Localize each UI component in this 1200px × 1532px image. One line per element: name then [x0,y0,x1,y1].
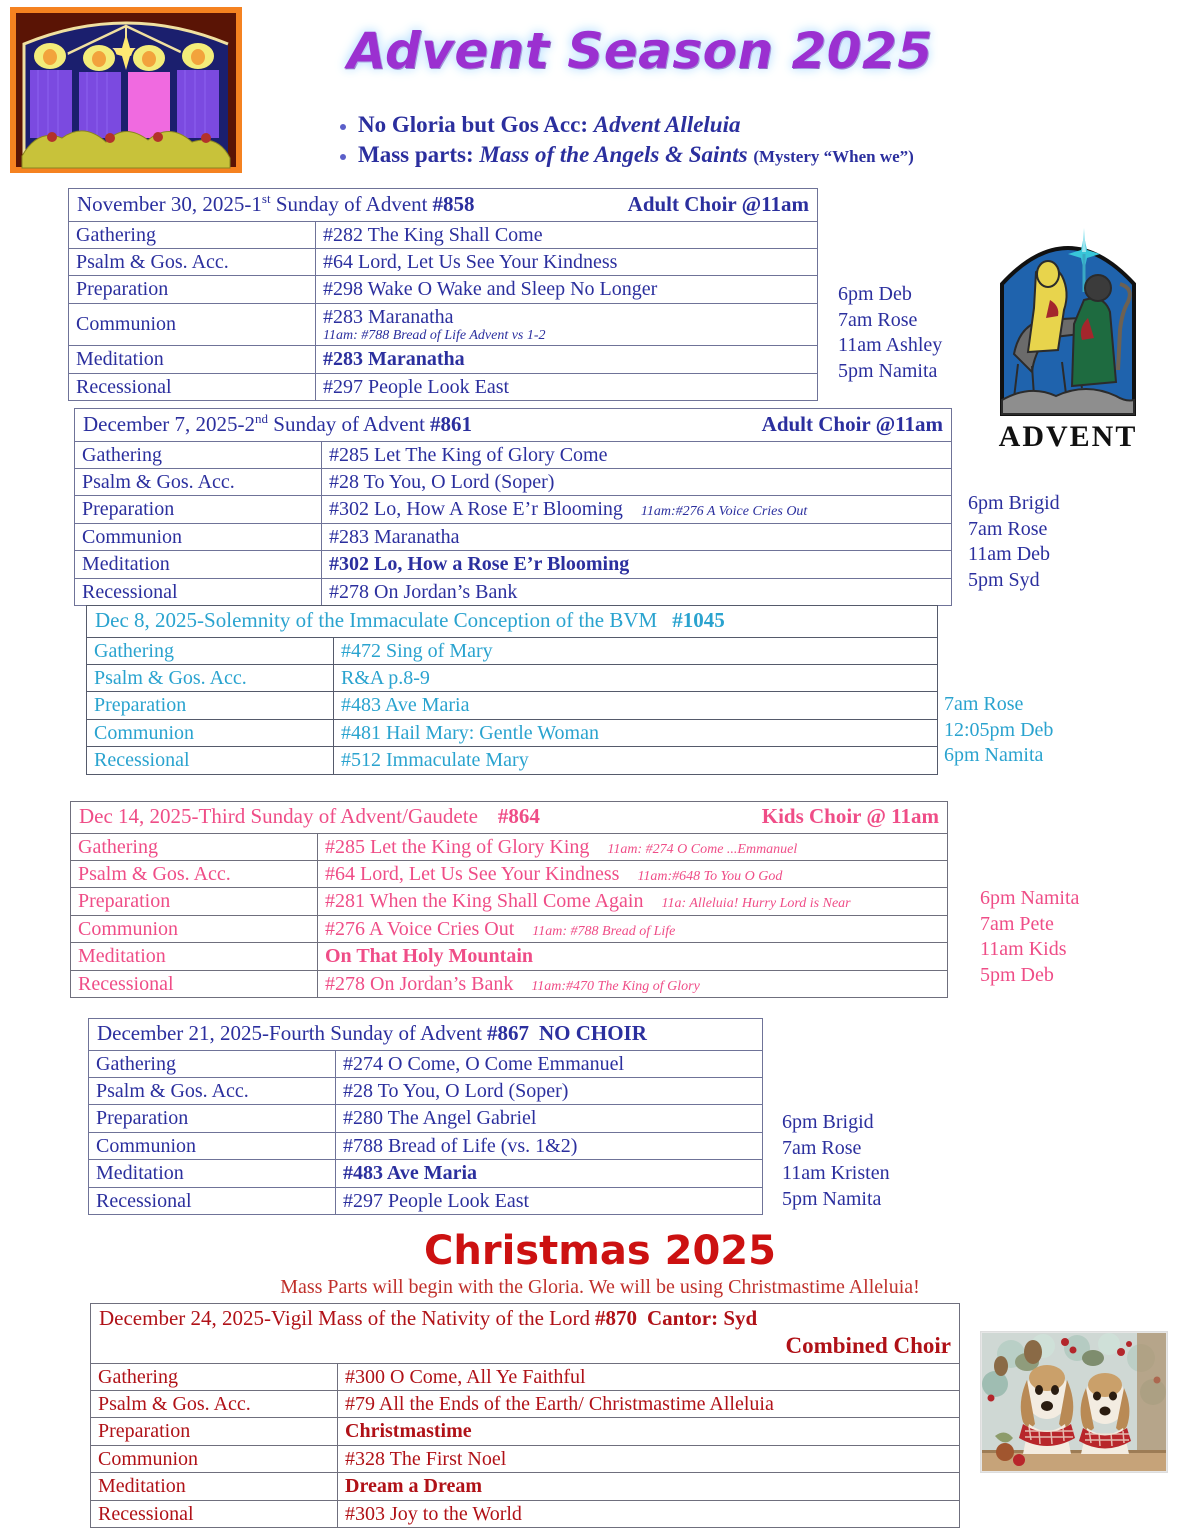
table-header-row [91,1304,960,1364]
row-label: Communion [69,303,316,345]
row-label: Meditation [71,943,318,970]
advent-clipart-image [988,214,1148,454]
row-value: #328 The First Noel [338,1445,960,1472]
table-header-row [89,1019,763,1051]
christmas-dogs-photo [980,1331,1168,1473]
service-table-dec21 [88,1018,763,1215]
cantor-list-dec14 [980,886,1079,988]
cantor-entry: 6pm Brigid [782,1111,874,1133]
table-header-row [69,189,818,222]
row-label: Meditation [75,551,322,578]
table-row [89,1050,763,1077]
row-label: Communion [91,1445,338,1472]
bullet-gloria-lead: No Gloria but Gos Acc: [358,112,594,137]
service-table-nov30 [68,188,818,401]
service-table-dec14 [70,801,948,998]
row-label: Meditation [91,1473,338,1500]
table-header-row [87,606,938,638]
row-value: #297 People Look East [336,1187,763,1214]
service-choir: NO CHOIR [538,1021,647,1045]
row-label: Preparation [71,888,318,915]
row-note: 11am:#648 To You O God [637,869,783,884]
bullet-massparts-mystery: (Mystery “When we”) [753,147,914,167]
row-value: #298 Wake O Wake and Sleep No Longer [316,276,818,303]
row-label: Recessional [91,1500,338,1527]
cantor-entry: 5pm Syd [968,568,1040,591]
cantor-entry: 6pm Brigid [968,492,1060,514]
row-value: #28 To You, O Lord (Soper) [322,469,952,496]
table-row [69,276,818,303]
row-value: Dream a Dream [338,1473,960,1500]
cantor-entry: 6pm Namita [944,744,1044,767]
bullet-massparts [358,140,1180,170]
bullet-massparts-lead: Mass parts: [358,142,480,168]
table-row [91,1445,960,1472]
row-label: Gathering [71,833,318,860]
table-row [87,665,938,692]
cantor-list-nov30 [838,282,942,384]
service-date: Dec 8, 2025-Solemnity of the Immaculate Conception of the BVM [95,608,658,632]
row-value: #302 Lo, How A Rose E’r Blooming [329,498,623,521]
row-label: Psalm & Gos. Acc. [71,861,318,888]
table-row [69,373,818,400]
row-label: Recessional [87,747,334,774]
table-header-row [71,802,948,834]
row-label: Communion [89,1132,336,1159]
row-value: #302 Lo, How a Rose E’r Blooming [322,551,952,578]
cantor-list-dec7 [968,491,1060,593]
row-value: #283 Maranatha [322,523,952,550]
row-note: 11am:#470 The King of Glory [531,978,700,994]
row-label: Meditation [69,346,316,373]
cantor-entry: 7am Rose [838,308,918,331]
table-row [69,346,818,373]
cantor-list-dec21 [782,1110,890,1212]
bullet-gloria [358,110,1180,140]
table-row [71,833,948,860]
service-number: #861 [429,412,472,436]
table-row [87,719,938,746]
row-value: #285 Let The King of Glory Come [322,441,952,468]
row-value: #64 Lord, Let Us See Your Kindness [316,249,818,276]
row-value-group [318,888,948,915]
row-value: #28 To You, O Lord (Soper) [336,1078,763,1105]
row-note: 11am: #274 O Come ...Emmanuel [607,841,798,857]
row-label: Preparation [75,496,322,523]
row-label: Recessional [71,970,318,997]
cantor-entry: 7am Rose [944,693,1024,715]
row-label: Preparation [91,1418,338,1445]
row-value: #483 Ave Maria [334,692,938,719]
row-label: Recessional [69,373,316,400]
table-row [89,1078,763,1105]
row-value: #281 When the King Shall Come Again [325,890,644,913]
row-label: Psalm & Gos. Acc. [91,1391,338,1418]
table-row [69,303,818,345]
row-value: #300 O Come, All Ye Faithful [338,1363,960,1390]
service-number: #867 [486,1021,529,1045]
christmas-title: Christmas 2025 [424,1228,776,1274]
cantor-entry: 11am Ashley [838,334,943,357]
row-note: 11a: Alleluia! Hurry Lord is Near [661,896,851,912]
row-value: #276 A Voice Cries Out [325,917,515,940]
cantor-entry: 5pm Namita [838,359,938,382]
service-choir: Kids Choir @ 11am [761,804,939,828]
row-value: #282 The King Shall Come [316,221,818,248]
row-value-group [322,496,952,523]
table-row [87,637,938,664]
row-label: Recessional [89,1187,336,1214]
row-value-group [318,970,948,997]
row-note: 11am: #788 Bread of Life [532,923,676,939]
service-table-dec7 [74,408,952,606]
cantor-entry: 6pm Namita [980,887,1080,909]
row-label: Psalm & Gos. Acc. [75,469,322,496]
table-row [91,1418,960,1445]
table-row [91,1391,960,1418]
service-choir: Adult Choir @11am [761,412,943,436]
service-choir: Combined Choir [785,1332,951,1358]
table-header-row [75,409,952,442]
table-row [71,888,948,915]
table-row [71,915,948,942]
row-value: #512 Immaculate Mary [334,747,938,774]
row-label: Gathering [69,221,316,248]
row-label: Recessional [75,578,322,605]
row-value: #285 Let the King of Glory King [325,835,590,858]
table-row [75,523,952,550]
row-label: Meditation [89,1160,336,1187]
row-value: #788 Bread of Life (vs. 1&2) [336,1132,763,1159]
row-value: R&A p.8-9 [334,665,938,692]
row-value: #303 Joy to the World [338,1500,960,1527]
table-row [89,1105,763,1132]
bullet-gloria-italic: Advent Alleluia [593,112,741,137]
service-date: December 21, 2025-Fourth Sunday of Advent [97,1021,482,1045]
table-row [69,249,818,276]
row-label: Psalm & Gos. Acc. [87,665,334,692]
cantor-entry: 11am Kristen [782,1162,890,1185]
row-note: 11am:#276 A Voice Cries Out [640,504,808,520]
row-label: Preparation [87,692,334,719]
service-table-dec8 [86,605,938,775]
row-label: Gathering [89,1050,336,1077]
cantor-list-dec8 [944,692,1053,769]
row-label: Communion [75,523,322,550]
table-row [91,1500,960,1527]
cantor-entry: 12:05pm Deb [944,718,1054,741]
service-date: December 24, 2025-Vigil Mass of the Nativity of the Lord [99,1306,590,1330]
row-label: Gathering [91,1363,338,1390]
service-number: #870 [594,1306,637,1330]
bullet-massparts-italic: Mass of the Angels & Saints [479,142,748,168]
table-row [87,747,938,774]
service-number: #858 [432,192,475,216]
row-value: #79 All the Ends of the Earth/ Christmastime Alleluia [338,1391,960,1418]
row-value: #483 Ave Maria [336,1160,763,1187]
advent-wreath-image [6,4,246,176]
table-row [91,1473,960,1500]
service-date: November 30, 2025-1st Sunday of Advent [77,191,428,216]
row-value: Christmastime [338,1418,960,1445]
row-value: #481 Hail Mary: Gentle Woman [334,719,938,746]
service-date: December 7, 2025-2nd Sunday of Advent [83,411,425,436]
table-row [69,221,818,248]
table-row [71,861,948,888]
cantor-entry: 5pm Deb [980,963,1054,986]
row-value: #472 Sing of Mary [334,637,938,664]
row-value-group [318,915,948,942]
service-number: #1045 [672,608,725,632]
service-cantor: Cantor: Syd [646,1306,758,1330]
row-label: Preparation [69,276,316,303]
table-row [71,970,948,997]
advent-caption: ADVENT [998,420,1138,453]
row-value: #278 On Jordan’s Bank [322,578,952,605]
page-title [330,22,950,80]
row-label: Communion [71,915,318,942]
row-label: Communion [87,719,334,746]
cantor-entry: 7am Pete [980,912,1054,935]
row-value: On That Holy Mountain [318,943,948,970]
table-row [87,692,938,719]
service-choir: Adult Choir @11am [627,192,809,216]
table-row [91,1363,960,1390]
row-label: Preparation [89,1105,336,1132]
row-subnote: 11am: #788 Bread of Life Advent vs 1-2 [323,328,546,344]
table-row [75,469,952,496]
table-row [89,1160,763,1187]
table-row [75,551,952,578]
cantor-entry: 5pm Namita [782,1187,882,1210]
service-table-dec24 [90,1303,960,1528]
cantor-entry: 6pm Deb [838,283,912,305]
table-row [75,578,952,605]
row-value: #274 O Come, O Come Emmanuel [336,1050,763,1077]
cantor-entry: 11am Deb [968,543,1051,566]
row-label: Gathering [75,441,322,468]
row-value-group [318,861,948,888]
row-value: #280 The Angel Gabriel [336,1105,763,1132]
header-bullets [330,110,1180,171]
table-row [75,441,952,468]
christmas-subtitle: Mass Parts will begin with the Gloria. We will be using Christmastime Alleluia! [280,1276,920,1298]
cantor-entry: 7am Rose [782,1136,862,1159]
service-date: Dec 14, 2025-Third Sunday of Advent/Gaudete [79,804,478,828]
table-row [89,1132,763,1159]
service-number: #864 [497,804,540,828]
row-value: #283 Maranatha [323,305,454,328]
cantor-entry: 11am Kids [980,938,1067,961]
row-value: #64 Lord, Let Us See Your Kindness [325,863,620,885]
row-label: Gathering [87,637,334,664]
row-value-group [318,833,948,860]
table-row [71,943,948,970]
row-value: #297 People Look East [316,373,818,400]
row-label: Psalm & Gos. Acc. [89,1078,336,1105]
table-row [89,1187,763,1214]
row-value: #278 On Jordan’s Bank [325,972,514,995]
row-label: Psalm & Gos. Acc. [69,249,316,276]
row-value-group [316,303,818,345]
row-value: #283 Maranatha [316,346,818,373]
table-row [75,496,952,523]
cantor-entry: 7am Rose [968,517,1048,540]
page-title-text: Advent Season 2025 [347,22,933,80]
